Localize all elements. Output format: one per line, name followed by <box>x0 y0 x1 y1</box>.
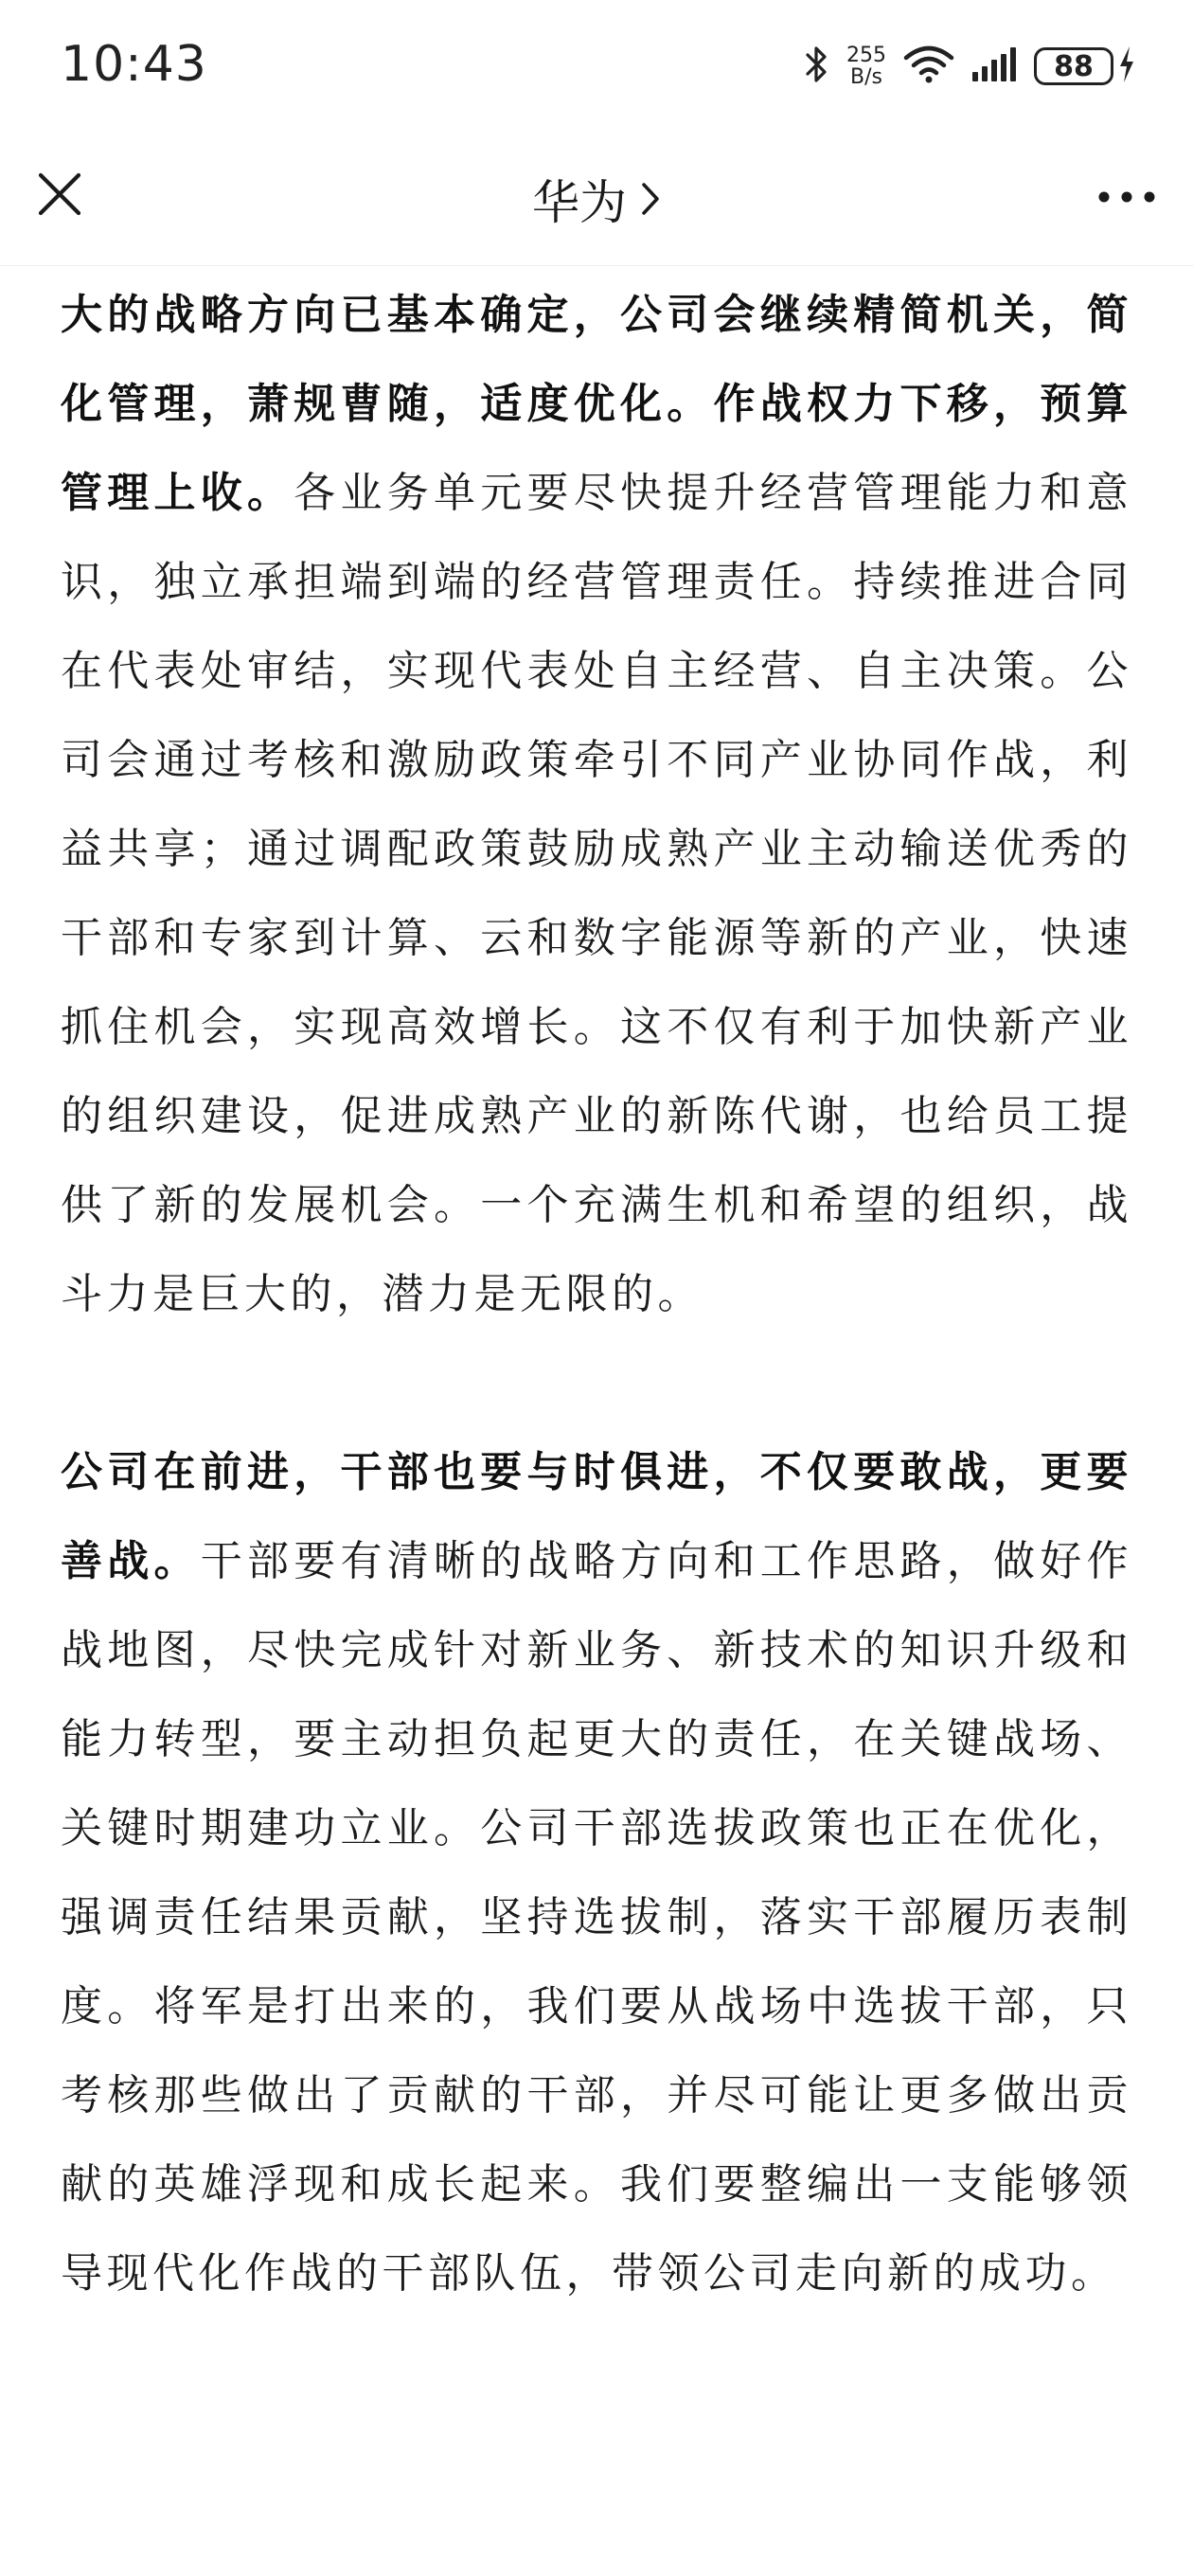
more-icon <box>1097 190 1156 204</box>
battery-indicator <box>1034 45 1136 87</box>
status-bar <box>0 0 1193 133</box>
bluetooth-icon <box>805 45 829 88</box>
paragraph-highlight: 大的战略方向已基本确定，公司会继续精简机关，简化管理，萧规曹随，适度优化。作战权力下移，预算管理上收。 <box>61 291 1132 517</box>
status-icons <box>805 38 1136 95</box>
article-paragraph <box>61 271 1132 1339</box>
more-button[interactable] <box>1089 169 1165 225</box>
chevron-right-icon <box>640 181 661 217</box>
net-speed <box>846 45 886 88</box>
battery-icon <box>1034 47 1113 85</box>
paragraph-highlight: 公司在前进，干部也要与时俱进，不仅要敢战，更要善战。 <box>61 1448 1132 1585</box>
status-time: 10:43 <box>61 36 207 93</box>
paragraph-text: 各业务单元要尽快提升经营管理能力和意识，独立承担端到端的经营管理责任。持续推进合同在代表处审结，实现代表处自主经营、自主决策。公司会通过考核和激励政策牵引不同产业协同作战，利益共享；通过调配政策鼓励成熟产业主动输送优秀的干部和专家到计算、云和数字能源等新的产业，快速抓住机会，实现高效增长。这不仅有利于加快新产业的组织建设，促进成熟产业的新陈代谢，也给员工提供了新的发展机会。一个充满生机和希望的组织，战斗力是巨大的，潜力是无限的。 <box>61 469 1132 1318</box>
page-title-text: 华为 <box>532 175 627 230</box>
wifi-icon <box>903 45 954 88</box>
net-speed-value: 255 <box>846 44 886 67</box>
nav-header <box>0 133 1193 266</box>
net-speed-unit: B/s <box>850 65 882 89</box>
battery-level: 88 <box>1054 49 1094 83</box>
paragraph-spacer <box>61 1339 1132 1428</box>
page-title[interactable] <box>0 165 1193 233</box>
paragraph-text: 干部要有清晰的战略方向和工作思路，做好作战地图，尽快完成针对新业务、新技术的知识升级和能力转型，要主动担负起更大的责任，在关键战场、关键时期建功立业。公司干部选拔政策也正在优化，强调责任结果贡献，坚持选拔制，落实干部履历表制度。将军是打出来的，我们要从战场中选拔干部，只考核那些做出了贡献的干部，并尽可能让更多做出贡献的英雄浮现和成长起来。我们要整编出一支能够领导现代化作战的干部队伍，带领公司走向新的成功。 <box>61 1537 1132 2298</box>
article-paragraph <box>61 1428 1132 2318</box>
article-body <box>61 271 1132 2318</box>
signal-icon <box>971 47 1017 85</box>
charging-icon <box>1117 45 1136 87</box>
